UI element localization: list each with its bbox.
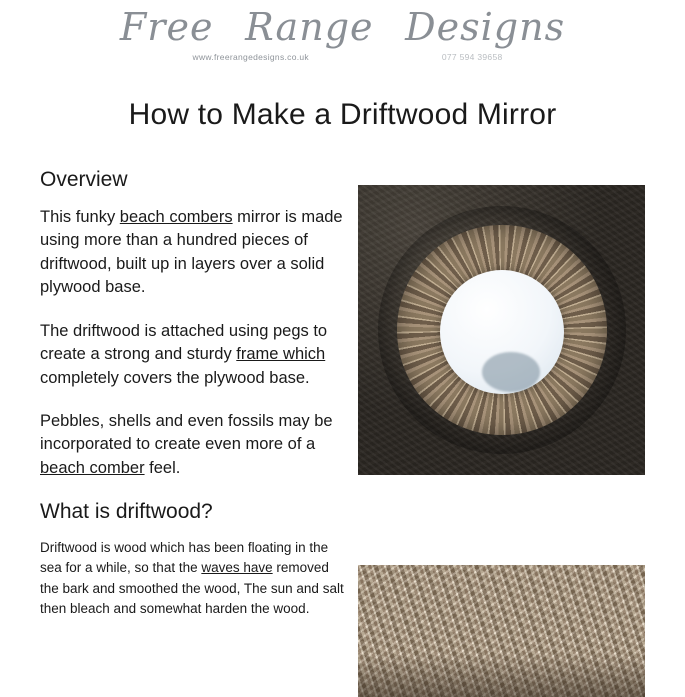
letterhead-logo bbox=[0, 5, 685, 66]
mirror-reflection-shadow bbox=[482, 352, 540, 392]
mirror-glass bbox=[440, 270, 564, 394]
text-column bbox=[40, 168, 345, 633]
driftwood-pile-image bbox=[358, 565, 645, 697]
overview-p2-text-b: completely covers the plywood base. bbox=[40, 368, 310, 387]
brand-spacer-2 bbox=[384, 13, 395, 48]
brand-word-range: Range bbox=[245, 5, 374, 49]
driftwood-p1-text-a: Driftwood is wood which has been floating in the sea for a while, so that the bbox=[40, 540, 329, 576]
overview-p3-link[interactable]: beach comber bbox=[40, 458, 145, 477]
overview-paragraph-2 bbox=[40, 320, 345, 390]
overview-p1-text-b: mirror is made using more than a hundred pieces of driftwood, built up in layers over a solid plywood base. bbox=[40, 208, 343, 297]
brand-word-designs: Designs bbox=[405, 5, 566, 49]
driftwood-paragraph-1 bbox=[40, 538, 345, 619]
overview-p3-text-a: Pebbles, shells and even fossils may be incorporated to create even more of a bbox=[40, 411, 333, 454]
brand-name bbox=[0, 5, 685, 49]
website-url[interactable]: www.freerangedesigns.co.uk bbox=[192, 51, 309, 62]
page-title: How to Make a Driftwood Mirror bbox=[128, 98, 557, 131]
overview-p2-text-a: The driftwood is attached using pegs to create a strong and sturdy bbox=[40, 321, 328, 364]
driftwood-mirror-image bbox=[358, 185, 645, 475]
driftwood-p1-text-b: removed the bark and smoothed the wood, The sun and salt then bleach and somewhat harden the wood. bbox=[40, 560, 344, 616]
brand-word-free: Free bbox=[119, 5, 214, 49]
overview-p3-text-b: feel. bbox=[144, 458, 181, 477]
overview-paragraph-1 bbox=[40, 206, 345, 300]
overview-p1-text-a: This funky bbox=[40, 208, 120, 226]
heading-overview: Overview bbox=[40, 168, 128, 191]
phone-number: 077 594 39658 bbox=[441, 51, 503, 62]
brand-spacer-1 bbox=[224, 13, 235, 48]
overview-paragraph-3 bbox=[40, 410, 345, 480]
heading-what-is-driftwood: What is driftwood? bbox=[40, 500, 213, 524]
letterhead-contact bbox=[192, 51, 503, 66]
pile-shadow bbox=[358, 654, 645, 697]
driftwood-p1-link[interactable]: waves have bbox=[201, 560, 273, 576]
overview-p2-link[interactable]: frame which bbox=[236, 345, 326, 364]
overview-p1-link[interactable]: beach combers bbox=[119, 208, 233, 226]
